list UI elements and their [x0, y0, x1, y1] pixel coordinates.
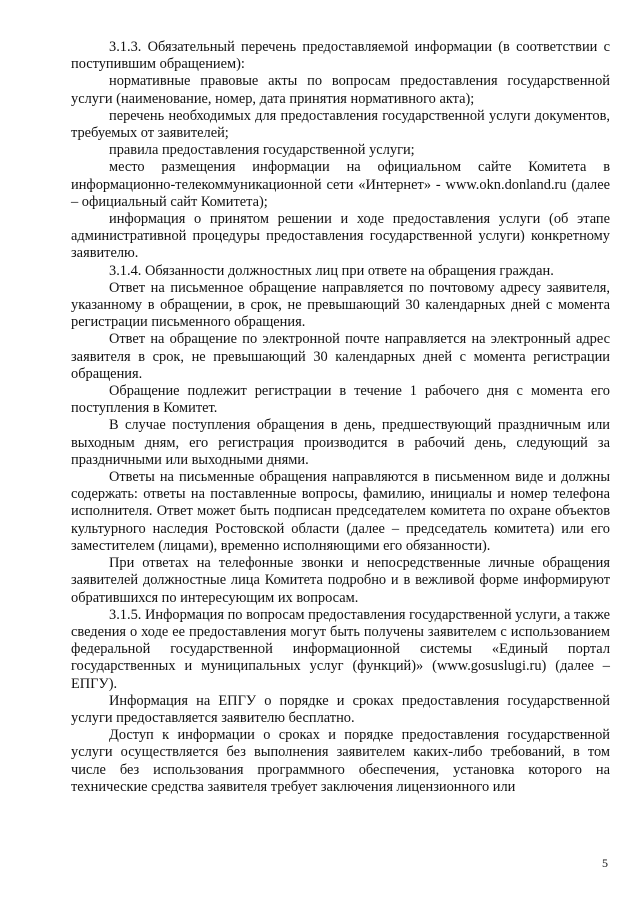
paragraph-documents-list: перечень необходимых для предоставления государственной услуги документов, требуемых от заявителей; — [71, 107, 610, 142]
document-body — [71, 39, 610, 796]
paragraph-epgu-free: Информация на ЕПГУ о порядке и сроках предоставления государственной услуги предоставляется заявителю бесплатно. — [71, 692, 610, 726]
paragraph-phone-replies: При ответах на телефонные звонки и непосредственные личные обращения заявителей должностные лица Комитета подробно и в вежливой форме информируют обратившихся по интересующим их вопросам. — [71, 555, 610, 606]
paragraph-written-replies: Ответы на письменные обращения направляются в письменном виде и должны содержать: ответы на поставленные вопросы, фамилию, инициалы и номер телефона исполнителя. Ответ может быть подписан председателем комитета по охране объектов культурного наследия Ростовской области (далее – председатель комитета) или его заместителем (лицами), временно исполняющими его обязанности). — [71, 469, 610, 554]
paragraph-normative-acts: нормативные правовые акты по вопросам предоставления государственной услуги (наименование, номер, дата принятия нормативного акта); — [71, 73, 610, 107]
paragraph-email-reply: Ответ на обращение по электронной почте направляется на электронный адрес заявителя в срок, не превышающий 30 календарных дней с момента регистрации обращения. — [71, 331, 610, 382]
paragraph-access-info: Доступ к информации о сроках и порядке предоставления государственной услуги осуществляется без выполнения заявителем каких-либо требований, в том числе без использования программного обеспечения, установка которого на технические средства заявителя требует заключения лицензионного или — [71, 727, 610, 795]
paragraph-registration: Обращение подлежит регистрации в течение 1 рабочего дня с момента его поступления в Комитет. — [71, 383, 610, 417]
page-number: 5 — [602, 856, 608, 870]
paragraph-3-1-3: 3.1.3. Обязательный перечень предоставляемой информации (в соответствии с поступившим обращением): — [71, 39, 610, 73]
paragraph-decision-info: информация о принятом решении и ходе предоставления услуги (об этапе административной процедуры предоставления государственной услуги) конкретному заявителю. — [71, 211, 610, 262]
paragraph-3-1-5: 3.1.5. Информация по вопросам предоставления государственной услуги, а также сведения о ходе ее предоставления могут быть получены заявителем с использованием федеральной государственной информационной системы «Единый портал государственных и муниципальных услуг (функций)» (www.gosuslugi.ru) (далее – ЕПГУ). — [71, 606, 610, 692]
paragraph-website: место размещения информации на официальном сайте Комитета в информационно-телекоммуникационной сети «Интернет» - www.okn.donland.ru (далее – официальный сайт Комитета); — [71, 159, 610, 210]
paragraph-3-1-4: 3.1.4. Обязанности должностных лиц при ответе на обращения граждан. — [109, 262, 554, 279]
paragraph-holiday-registration: В случае поступления обращения в день, предшествующий праздничным или выходным дням, его регистрация производится в рабочий день, следующий за праздничными или выходными днями. — [71, 417, 610, 468]
paragraph-rules: правила предоставления государственной услуги; — [109, 142, 415, 159]
paragraph-postal-reply: Ответ на письменное обращение направляется по почтовому адресу заявителя, указанному в обращении, в срок, не превышающий 30 календарных дней с момента регистрации письменного обращения. — [71, 279, 610, 331]
